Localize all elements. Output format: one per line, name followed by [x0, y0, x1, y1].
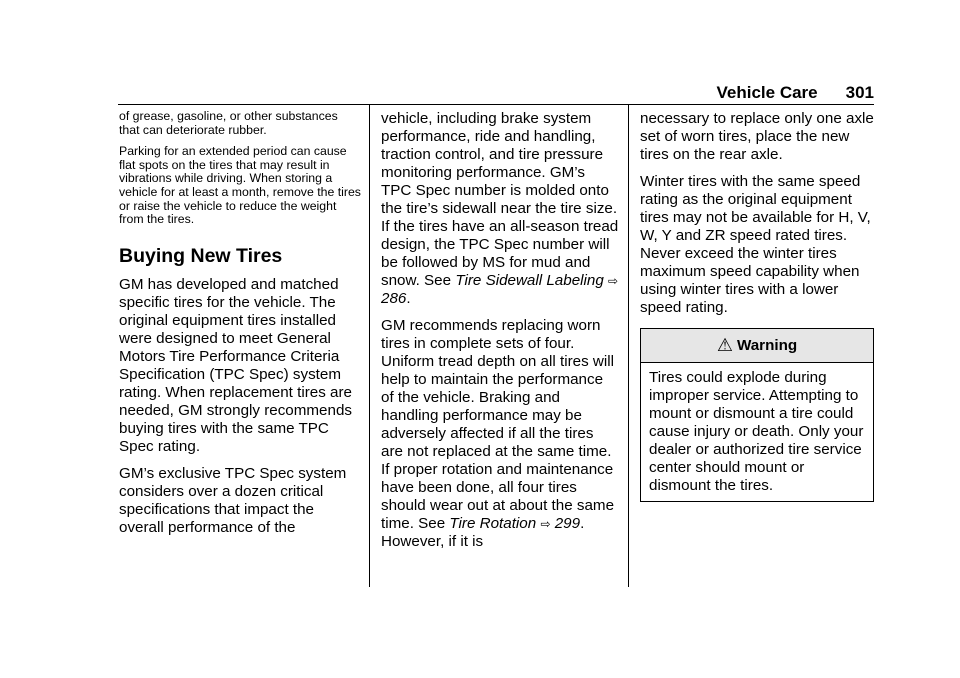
heading-buying-new-tires: Buying New Tires [119, 244, 283, 267]
paragraph-tpc-spec-system: GM’s exclusive TPC Spec system considers over a dozen critical specifications that impact the overall performance of the [119, 464, 347, 536]
column-divider-right [628, 105, 629, 587]
warning-box [640, 328, 874, 502]
paragraph-text-end: . [406, 290, 411, 307]
paragraph-replacing-worn-tires: GM recommends replacing worn tires in complete sets of four. Uniform tread depth on all tires will help to maintain the performance of the vehicle. Braking and handling performance may be adversely affected if all the tires are not replaced at the same time. [381, 317, 614, 460]
paragraph-grease: of grease, gasoline, or other substances that can deteriorate rubber. [119, 109, 338, 137]
paragraph-proper-rotation [381, 461, 619, 551]
section-title: Vehicle Care [716, 83, 818, 102]
link-page-299[interactable]: 299 [554, 515, 581, 532]
link-page-286[interactable]: 286 [381, 290, 407, 307]
link-tire-rotation[interactable]: Tire Rotation [449, 515, 537, 532]
warning-icon: ⚠ [716, 335, 733, 355]
page-ref-arrow-icon: ⇨ [608, 274, 619, 288]
paragraph-text: If proper rotation and maintenance have been done, all four tires should wear out at about the same time. See [381, 461, 615, 532]
link-tire-sidewall-labeling[interactable]: Tire Sidewall Labeling [455, 272, 604, 289]
column-2 [381, 110, 619, 551]
page-ref-arrow-icon: ⇨ [540, 517, 551, 531]
warning-text: Tires could explode during improper service. Attempting to mount or dismount a tire could cause injury or death. Only your dealer or authorized tire service center should mount or dismount the tires. [649, 369, 864, 494]
paragraph-winter-tires: Winter tires with the same speed rating as the original equipment tires may not be available for H, V, W, Y and ZR speed rated tires. Never exceed the winter tires maximum speed capability when using winter tires with a lower speed rating. [640, 173, 871, 316]
page-number: 301 [845, 83, 874, 102]
column-divider-left [369, 105, 370, 587]
page-header [0, 82, 874, 104]
warning-header [641, 329, 873, 363]
paragraph-gm-developed: GM has developed and matched specific tires for the vehicle. The original equipment tires installed were designed to meet General Motors Tire Performance Criteria Specification (TPC Spec) system rating. When replacement tires are needed, GM strongly recommends buying tires with the same TPC Spec rating. [119, 275, 352, 455]
header-rule [118, 104, 874, 105]
paragraph-parking: Parking for an extended period can cause flat spots on the tires that may result in vibrations while driving. When storing a vehicle for at least a month, remove the tires or raise the vehicle to reduce the weight from the tires. [119, 144, 361, 227]
paragraph-rear-axle: necessary to replace only one axle set of worn tires, place the new tires on the rear axle. [640, 110, 874, 163]
paragraph-text-end: . However, if it is [381, 515, 585, 550]
warning-title: Warning [736, 337, 798, 354]
column-3 [640, 110, 876, 502]
paragraph-text: vehicle, including brake system performance, ride and handling, traction control, and tire pressure monitoring performance. GM’s TPC Spec number is molded onto the tire’s sidewall near the tire size. If the tires have an all-season tread design, the TPC Spec number will be followed by MS for mud and snow. See [381, 110, 619, 289]
paragraph-tpc-spec-number [381, 110, 619, 308]
column-1 [119, 110, 361, 537]
